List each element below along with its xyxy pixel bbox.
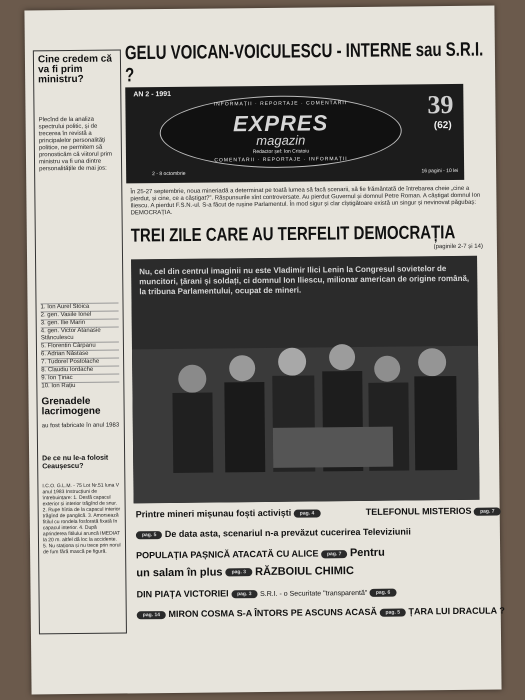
issue-number: 39	[427, 89, 454, 120]
teaser-salami: un salam în plus	[136, 566, 223, 580]
list-item: 1. Ion Aurel Stoica	[40, 303, 118, 312]
editor-line: Redactor șef: Ion Cristoiu	[252, 148, 310, 156]
teaser-sri: S.R.I. - o Securitate "transparentă"	[260, 589, 368, 599]
grenades-subtitle: au fost fabricate în anul 1983	[41, 422, 120, 430]
teaser-television: De data asta, scenariul n-a prevăzut cucerirea Televiziunii	[164, 526, 411, 540]
page-ref-pill: pag. 5	[379, 608, 406, 616]
list-item: 10. Ion Rațiu	[41, 382, 119, 391]
main-title: TREI ZILE CARE AU TERFELIT DEMOCRAȚIA	[130, 221, 456, 247]
masthead	[125, 84, 464, 184]
grenades-question: De ce nu le-a folosit Ceaușescu?	[42, 454, 109, 471]
main-pages-ref: (paginile 2-7 și 14)	[433, 243, 483, 251]
issue-number-total: (62)	[433, 120, 452, 132]
page-ref-pill: pag. 14	[137, 611, 166, 619]
grenades-instructions: I.C.O. G.L.M. - 75 Lot Nr.51 luna V anul 1983 Instrucțiuni de întrebuințare: 1. Desfă capacul exterior și interior trăgînd de snur. 2. Rupe hîrtia de la capacul interior trăgînd de panglică. 3. Amorsează fitilul cu rondela fosforată fixată în capacul interior. 4. După aprinderea fitilului aruncă IMEDIAT la 20 m. altfel dă loc la accidente. 5. Nu staționa și nu trece prin norul de fum fără mască pe figură.	[42, 482, 121, 556]
teaser-victory-square: DIN PIAȚA VICTORIEI	[136, 588, 229, 600]
list-item: 4. gen. Victor Atanasie Stănculescu	[41, 327, 119, 343]
list-item: 3. gen. Ilie Marin	[41, 319, 119, 328]
issue-date: 2 - 8 octombrie	[152, 170, 186, 178]
list-item: 5. Florentin Cârpanu	[41, 342, 119, 351]
teaser-phone: TELEFONUL MISTERIOS	[365, 505, 472, 517]
page-ref-pill: pag. 3	[231, 590, 258, 598]
page-ref-pill: pag. 5	[136, 531, 163, 539]
top-headline: GELU VOICAN-VOICULESCU - INTERNE sau S.R.I. ?	[124, 38, 484, 87]
photo-caption: Nu, cel din centrul imaginii nu este Vladimir Ilici Lenin la Congresul sovietelor de muncitori, țărani și soldați, ci domnul Ion Iliescu, milionar american de origine română, la tribuna Parlamentului, ocupat de mineri.	[139, 264, 470, 297]
page-ref-pill: pag. 6	[370, 588, 397, 596]
left-column	[33, 49, 127, 634]
issue-label: AN 2 - 1991	[133, 90, 172, 99]
intro-paragraph: În 25-27 septembrie, noua mineriadă a determinat pe toată lumea să facă scenarii, să fie frământată de întrebarea cheie „cine a pierdut, și cine, ce a câștigat?”. Răspunsurile sînt controversate. Au pierdut Guvernul și domnul Petre Roman. A câștigat domnul Ion Iliescu. A pierdut F.S.N.-ul. S-a făcut de rușine Parlamentul. În mod sigur și clar cîștigătoare există un singur și nevinovat păgubaș: DEMOCRAȚIA.	[130, 185, 481, 217]
pm-question-title: Cine credem că va fi prim ministru?	[37, 53, 112, 86]
grenades-title: Grenadele lacrimogene	[41, 395, 101, 418]
teaser-dracula: ȚARA LUI DRACULA ?	[408, 605, 505, 617]
list-item: 2. gen. Vasile Ionel	[41, 311, 119, 320]
list-item: 6. Adrian Năstase	[41, 350, 119, 359]
page-ref-pill: pag. 4	[294, 509, 321, 517]
teaser-for: Pentru	[349, 546, 385, 560]
list-item: 8. Claudiu Iordache	[41, 366, 119, 375]
logo-brand: EXPRES	[232, 110, 329, 137]
teaser-population: POPULAȚIA PAȘNICĂ ATACATĂ CU ALICE	[136, 548, 319, 561]
teaser-activists: Printre mineri mișunau foști activiști	[135, 507, 292, 520]
list-item: 9. Ion Țiriac	[41, 374, 119, 383]
teaser-chemical-war: RĂZBOIUL CHIMIC	[255, 565, 354, 579]
logo-ring-top: INFORMAȚII · REPORTAJE · COMENTARII	[213, 100, 348, 108]
logo-ring-bottom: COMENTARII · REPORTAJE · INFORMAȚII	[214, 156, 348, 164]
page-ref-pill: pag. 7	[474, 507, 501, 515]
logo-brand-sub: magazin	[256, 132, 306, 149]
pm-candidate-list	[40, 303, 119, 391]
pm-question-body: Plecînd de la analiza spectrului politic, și de trecerea în revistă a principalelor personalități politice, ne permitem să pronosticăm că viitorul prim ministru va fi una dintre personalitățile de mai jos:	[38, 116, 113, 173]
newspaper-page	[24, 6, 505, 695]
page-count-price: 16 pagini - 10 lei	[421, 167, 459, 175]
teaser-miron-cosma: MIRON COSMA S-A ÎNTORS PE ASCUNS ACASĂ	[168, 606, 378, 620]
list-item: 7. Tudorel Postolache	[41, 358, 119, 367]
page-ref-pill: pag. 7	[321, 550, 348, 558]
front-photo	[131, 256, 480, 504]
logo-oval	[159, 95, 402, 170]
page-ref-pill: pag. 3	[226, 568, 253, 576]
teaser-block	[130, 502, 505, 632]
